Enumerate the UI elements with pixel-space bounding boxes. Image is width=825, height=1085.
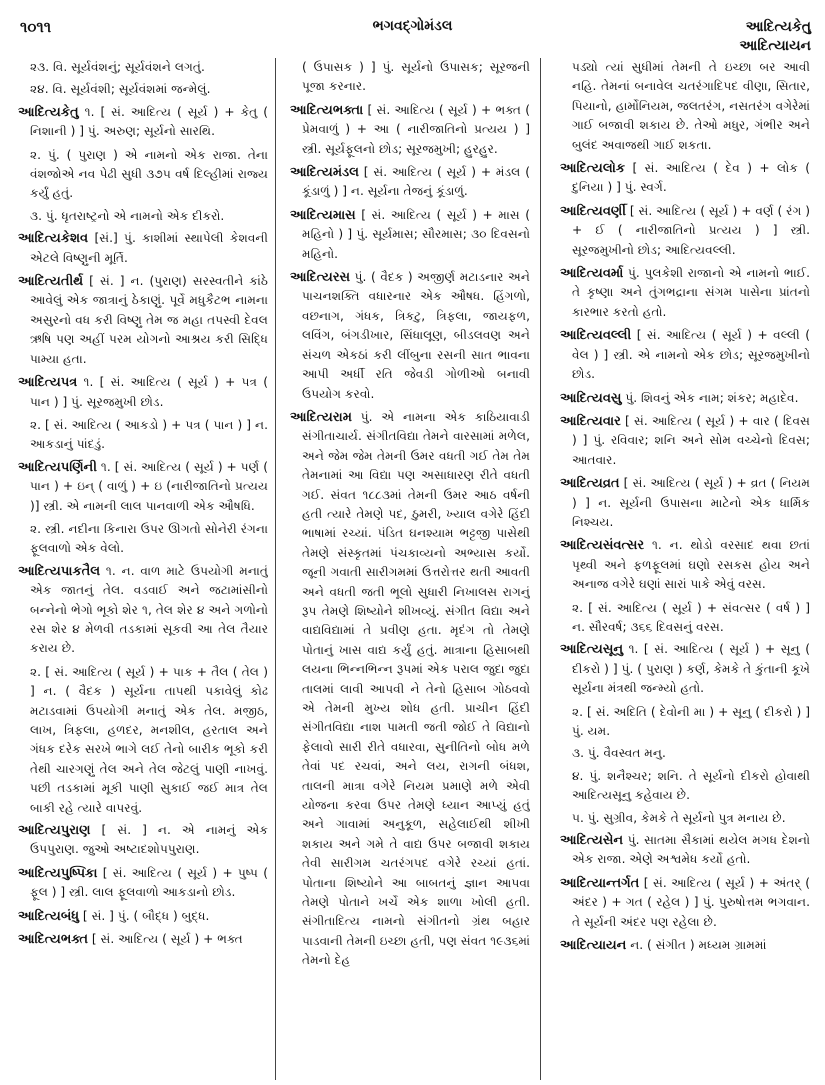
sub-sense: ૨. [ સં. આદિત્ય ( સૂર્ય ) + પાક + તૈલ ( તેલ ) ] ન. ( વૈદક ) સૂર્યના તાપથી પકાવેલું કોઢ મટાડવામાં ઉપયોગી મનાતું એક તેલ. મજીઠ, લાખ, ત્રિફલા, હળદર, મનશીલ, હરતાલ અને ગંધક દરેક સરખે ભાગે લઈ તેનો બારીક ભૂકો કરી તેથી ચારગણું તેલ અને તેલ જેટલું પાણી નાખવું. પછી તડકામાં મૂકી પાણી સુકાઈ જઈ માત્ર તેલ બાકી રહે ત્યારે વાપરવું. [30, 664, 268, 815]
definition-text: પું. સાતમા સૈકામાં થયેલ મગધ દેશનો એક રાજા. એણે અશ્વમેધ કર્યો હતો. [572, 833, 810, 867]
definition-text: [ સં. ] ન. (પુરાણ) સરસ્વતીને કાંઠે આવેલું એક જાત્રાનું ઠેકાણું. પૂર્વે મધુકૈટભ નામના અસુરનો વધ કરી વિષ્ણુ તેમ જ મહા તપસ્વી દેવલ ઋષિ પણ અહીં પરમ યોગનો આશ્રય કરી સિદ્ધિ પામ્યા હતા. [30, 274, 268, 366]
dictionary-entry [18, 229, 268, 268]
dictionary-entry [18, 373, 268, 412]
headword: આદિત્યવસુ [560, 390, 622, 406]
guide-words [740, 18, 811, 56]
headword: આદિત્યસૂનુ [560, 642, 624, 658]
dictionary-entry [290, 163, 530, 202]
headword: આદિત્યપાકતૈલ [18, 563, 101, 579]
dictionary-entry [290, 268, 530, 404]
definition-text: [ સં. આદિત્ય ( સૂર્ય ) + વ્રત ( નિયમ ) ] ન. સૂર્યની ઉપાસના માટેનો એક ધાર્મિક નિશ્ચય. [572, 476, 810, 529]
dictionary-entry [18, 907, 268, 926]
sub-sense: ૨. પું. ( પુરાણ ) એ નામનો એક રાજા. તેના વંશજોએ નવ પેઢી સુધી ૩૭૫ વર્ષ દિલ્હીમાં રાજ્ય કર્યું હતું. [30, 147, 268, 201]
dictionary-entry [560, 389, 810, 408]
dictionary-entry [560, 536, 810, 594]
definition-text: ૧. [ સં. આદિત્ય ( સૂર્ય ) + પર્ણ ( પાન ) + ઇન્ ( વાળું ) + ઇ (નારીજાતિનો પ્રત્યય )] સ્ત્રી. એ નામની લાલ પાનવાળી એક ઔષધિ. [30, 459, 268, 513]
sub-sense: ૫. પું. સુગ્રીવ, કેમકે તે સૂર્યનો પુત્ર મનાય છે. [572, 810, 786, 825]
dictionary-entry [560, 326, 810, 384]
headword: આદિત્યકેશવ [18, 231, 89, 247]
definition-text: પું. ( વૈદક ) અજીર્ણ મટાડનાર અને પાચનશક્તિ વધારનાર એક ઔષધ. હિંગળો, વછનાગ, ગંધક, ત્રિકટુ, ત્રિફલા, જાયફળ, લવિંગ, બંગડીખાર, સિંધાલૂણ, બીડલવણ અને સંચળ એકઠાં કરી લીંબુના રસની સાત ભાવના આપી અર્ધી રતિ જેવડી ગોળીઓ બનાવી ઉપયોગ કરવો. [302, 270, 530, 401]
definition-text: [ સં. ] પું. ( બૌદ્ધ ) બુદ્ધ. [79, 908, 210, 923]
headword: આદિત્યભક્તા [290, 102, 364, 118]
dictionary-entry [18, 458, 268, 516]
headword: આદિત્યપત્ર [18, 375, 78, 391]
headword: આદિત્યપુરાણ [18, 823, 91, 839]
headword: આદિત્યભક્ત [18, 932, 89, 948]
sub-sense: ૨. [ સં. આદિત્ય ( આકડો ) + પત્ર ( પાન ) ] ન. આકડાનું પાંદડું. [30, 417, 268, 452]
definition-text: [ સં. આદિત્ય ( સૂર્ય ) + મંડલ ( કૂંડાળું ) ] ન. સૂર્યના તેજનું કૂંડાળું. [302, 165, 530, 199]
headword: આદિત્યમાસ [290, 207, 356, 223]
definition-text: [ સં. ] ન. એ નામનું એક ઉપપુરાણ. જુઓ અષ્ટાદશોપપુરાણ. [30, 823, 268, 857]
guide-word-first: આદિત્યકેતુ [745, 19, 811, 35]
definition-text: પું. પુલકેશી રાજાનો એ નામનો ભાઈ. તે કૃષ્ણા અને તુંગભદ્રાના સંગમ પાસેના પ્રાંતનો કારભાર કરતો હતો. [572, 266, 810, 319]
guide-word-last: આદિત્યાયન [739, 38, 811, 54]
dictionary-entry [18, 864, 268, 903]
column-divider [540, 58, 541, 1080]
definition-text: પું. એ નામના એક કાઠિયાવાડી સંગીતાચાર્ય. સંગીતવિદ્યા તેમને વારસામાં મળેલ, અને જેમ જેમ તેમની ઉમર વધતી ગઈ તેમ તેમ તેમનામાં આ વિદ્યા પણ અસાધારણ રીતે વધતી ગઈ. સંવત ૧૮૮૩માં તેમની ઉમર આઠ વર્ષની હતી ત્યારે તેમણે પદ, ઠુમરી, ખ્યાલ વગેરે હિંદી ભાષામાં રચ્યાં. પંડિત ઘનશ્યામ ભટ્ટજી પાસેથી તેમણે સંસ્કૃતમાં પંચકાવ્યનો અભ્યાસ કર્યો. જૂની ગવાતી સારીગમમાં ઉત્તરોત્તર થતી આવતી અને વધતી જતી ભૂલો સુધારી નિખાલસ રાગનું રૂપ તેમણે શિષ્યોને શીખવ્યું. સંગીત વિદ્યા અને વાદ્યવિદ્યામાં તે પ્રવીણ હતા. મૃદંગ તો તેમણે પોતાનું ખાસ વાદ્ય કર્યું હતું. માત્રાના હિસાબથી લયના ભિન્નભિન્ન રૂપમાં એક પરાલ જુદા જુદા તાલમાં લાવી આપવી ને તેનો હિસાબ ગોઠવવો એ તેમની મુખ્ય શોધ હતી. પ્રાચીન હિંદી સંગીતવિદ્યા નાશ પામતી જતી જોઈ તે વિદ્યાનો ફેલાવો સારી રીતે વધારવા, સુનીતિનો બોધ મળે તેવાં પદ રચવાં, અને લય, રાગની બંધશ, તાલની માત્રા વગેરે નિયમ પ્રમાણે મળે એવી યોજના કરવા ઉપર તેમણે ધ્યાન આપ્યું હતું અને ગાવામાં અનુકૂળ, સહેલાઈથી શીખી શકાય અને ગમે તે વાદ્ય ઉપર બજાવી શકાય તેવી સારીગમ ચતરંગપદ વગેરે રચ્યાં હતાં. પોતાના શિષ્યોને આ બાબતનું જ્ઞાન આપવા તેમણે પોતાને ખર્ચે એક શાળા ખોલી હતી. સંગીતાદિત્ય નામનો સંગીતનો ગ્રંથ બહાર પાડવાની તેમની ઇચ્છા હતી, પણ સંવત ૧૯૩૬માં તેમનો દેહ [302, 409, 530, 968]
headword: આદિત્યાયન [560, 938, 627, 954]
headword: આદિત્યપુષ્પિકા [18, 865, 98, 881]
definition-text: [ સં. આદિત્ય ( સૂર્ય ) + માસ ( મહિનો ) ] પું. સૂર્યમાસ; સૌરમાસ; ૩૦ દિવસનો મહિનો. [302, 207, 530, 261]
dictionary-entry [560, 264, 810, 322]
headword: આદિત્યતીર્થ [18, 274, 84, 290]
headword: આદિત્યલોક [560, 161, 626, 177]
headword: આદિત્યસંવત્સર [560, 538, 645, 554]
dictionary-entry [560, 874, 810, 932]
sub-sense: ૨. સ્ત્રી. નદીના કિનારા ઉપર ઊગતો સોનેરી રંગના ફૂલવાળો એક વેલો. [30, 521, 268, 556]
dictionary-entry [560, 159, 810, 198]
book-title: ભગવદ્ગોમંડલ [372, 18, 453, 34]
definition-text: પું. શિવનું એક નામ; શંકર; મહાદેવ. [621, 390, 799, 405]
column-divider [275, 58, 276, 1080]
sub-sense: ૩. પું. વૈવસ્વત મનુ. [572, 746, 666, 761]
headword: આદિત્યવર્મા [560, 266, 624, 282]
headword: આદિત્યસેન [560, 833, 624, 849]
definition-text: ૧. ન. વાળ માટે ઉપયોગી મનાતું એક જાતનું તેલ. વડવાઈ અને જટામાંસીનો બન્નેનો ભેગો ભૂકો શેર ૧, તેલ શેર ૪ અને ગળોનો રસ શેર ૪ મેળવી તડકામાં સૂકવી આ તેલ તૈયાર કરાય છે. [30, 563, 268, 656]
definition-text: [ સં. આદિત્ય ( સૂર્ય ) + અંતર્ ( અંદર ) + ગત ( રહેલ ) ] પું. પુરુષોત્તમ ભગવાન. તે સૂર્યની અંદર પણ રહેલા છે. [572, 875, 810, 929]
definition-text: ૧. [ સં. આદિત્ય ( સૂર્ય ) + સૂનુ ( દીકરો ) ] પું. ( પુરાણ ) કર્ણ, કેમકે તે કુંતાની કૂખે સૂર્યના મંત્રથી જન્મ્યો હતો. [572, 642, 810, 696]
definition-text: [ સં. આદિત્ય ( સૂર્ય ) + ભક્ત ( પ્રેમવાળું ) + આ ( નારીજાતિનો પ્રત્યય ) ] સ્ત્રી. સૂર્યફૂલનો છોડ; સૂરજમુખી; હુરહુર. [302, 102, 530, 156]
definition-text: ન. ( સંગીત ) મધ્યમ ગ્રામમાં [626, 938, 767, 953]
headword: આદિત્યવ્રત [560, 476, 620, 492]
sub-sense: ૩. પું. ધૃતરાષ્ટ્રનો એ નામનો એક દીકરો. [30, 208, 225, 223]
definition-text: [ સં. આદિત્ય ( સૂર્ય ) + વલ્લી ( વેલ ) ] સ્ત્રી. એ નામનો એક છોડ; સૂરજમુખીનો છોડ. [572, 328, 810, 382]
dictionary-entry [560, 640, 810, 698]
dictionary-entry [18, 821, 268, 860]
dictionary-entry [560, 831, 810, 870]
dictionary-entry [290, 408, 530, 971]
sub-sense: ૪. પું. શનૈશ્ચર; શનિ. તે સૂર્યનો દીકરો હોવાથી આદિત્યસૂનુ કહેવાય છે. [572, 768, 810, 803]
dictionary-entry [18, 562, 268, 659]
headword: આદિત્યવર્ણી [560, 203, 626, 219]
headword: આદિત્યકેતુ [18, 104, 79, 120]
dictionary-entry [290, 206, 530, 264]
dictionary-entry [560, 474, 810, 532]
definition-text: [ સં. આદિત્ય ( સૂર્ય ) + વર્ણ ( રંગ ) + ઈ ( નારીજાતિનો પ્રત્યય ) ] સ્ત્રી. સૂરજમુખીનો છોડ; આદિત્યવલ્લી. [572, 203, 810, 257]
dictionary-entry [560, 936, 810, 955]
headword: આદિત્યબંધુ [18, 908, 80, 924]
definition-text: [સં.] પું. કાશીમાં સ્થાપેલી કેશવની એટલે વિષ્ણુની મૂર્તિ. [30, 231, 268, 265]
headword: આદિત્યરામ [290, 409, 352, 425]
dictionary-column-1 [18, 58, 268, 1078]
page-number: ૧૦૧૧ [20, 18, 52, 36]
definition-text: [ સં. આદિત્ય ( સૂર્ય ) + પુષ્પ ( ફૂલ ) ] સ્ત્રી. લાલ ફૂલવાળો આકડાનો છોડ. [30, 865, 268, 900]
dictionary-entry [560, 202, 810, 260]
headword: આદિત્યરસ [290, 270, 351, 286]
continued-text: ( ઉપાસક ) ] પું. સૂર્યનો ઉપાસક; સૂરજની પૂજા કરનાર. [302, 60, 530, 94]
page-header [0, 0, 825, 56]
sub-sense: ૨. [ સં. અદિતિ ( દેવોની મા ) + સૂનુ ( દીકરો ) ] પું. યમ. [572, 704, 810, 738]
dictionary-entry [290, 101, 530, 159]
definition-text: ૧. ન. થોડો વરસાદ થવા છતાં પૃથ્વી અને ફળફૂલમાં ઘણો રસકસ હોય અને અનાજ વગેરે ઘણાં સારાં પાકે એવું વરસ. [572, 538, 810, 592]
dictionary-entry [18, 272, 268, 369]
continued-text: પડ્યો ત્યાં સુધીમાં તેમની તે ઇચ્છા બર આવી નહિ. તેમનાં બનાવેલ ચતરંગાદિપદ વીણા, સિતાર, પિયાનો, હાર્મોનિયમ, જલતરંગ, નસતરંગ વગેરેમાં ગાઈ બજાવી શકાય છે. તેઓ મધુર, ગંભીર અને બુલંદ અવાજથી ગાઈ શકતા. [572, 60, 810, 152]
dictionary-entry [18, 103, 268, 142]
definition-text: ૧. [ સં. આદિત્ય ( સૂર્ય ) + કેતુ ( નિશાની ) ] પું. અરુણ; સૂર્યનો સારથિ. [30, 104, 268, 139]
definition-text: [ સં. આદિત્ય ( દેવ ) + લોક ( દુનિયા ) ] પું. સ્વર્ગ. [572, 161, 810, 195]
headword: આદિત્યમંડલ [290, 165, 359, 181]
definition-text: [ સં. આદિત્ય ( સૂર્ય ) + વાર ( દિવસ ) ] પું. રવિવાર; શનિ અને સોમ વચ્ચેનો દિવસ; આતવાર. [572, 413, 810, 467]
dictionary-column-3 [560, 58, 810, 1078]
definition-text: ૧. [ સં. આદિત્ય ( સૂર્ય ) + પત્ર ( પાન ) ] પું. સૂરજમુખી છોડ. [30, 375, 268, 409]
headword: આદિત્યવાર [560, 413, 621, 429]
sub-sense: ૨. [ સં. આદિત્ય ( સૂર્ય ) + સંવત્સર ( વર્ષ ) ] ન. સૌરવર્ષ; ૩૬૬ દિવસનું વરસ. [572, 600, 810, 634]
dictionary-entry [18, 930, 268, 949]
sub-sense: ૨૪. વિ. સૂર્યવંશી; સૂર્યવંશમાં જન્મેલું. [30, 82, 211, 97]
headword: આદિત્યાન્તર્ગત [560, 875, 640, 891]
headword: આદિત્યપર્ણિની [18, 459, 97, 475]
dictionary-column-2 [290, 58, 530, 1078]
definition-text: [ સં. આદિત્ય ( સૂર્ય ) + ભક્ત [88, 932, 243, 947]
dictionary-entry [560, 412, 810, 470]
sub-sense: ૨૩. વિ. સૂર્યવંશનું; સૂર્યવંશને લગતું. [30, 60, 205, 74]
headword: આદિત્યવલ્લી [560, 328, 632, 344]
